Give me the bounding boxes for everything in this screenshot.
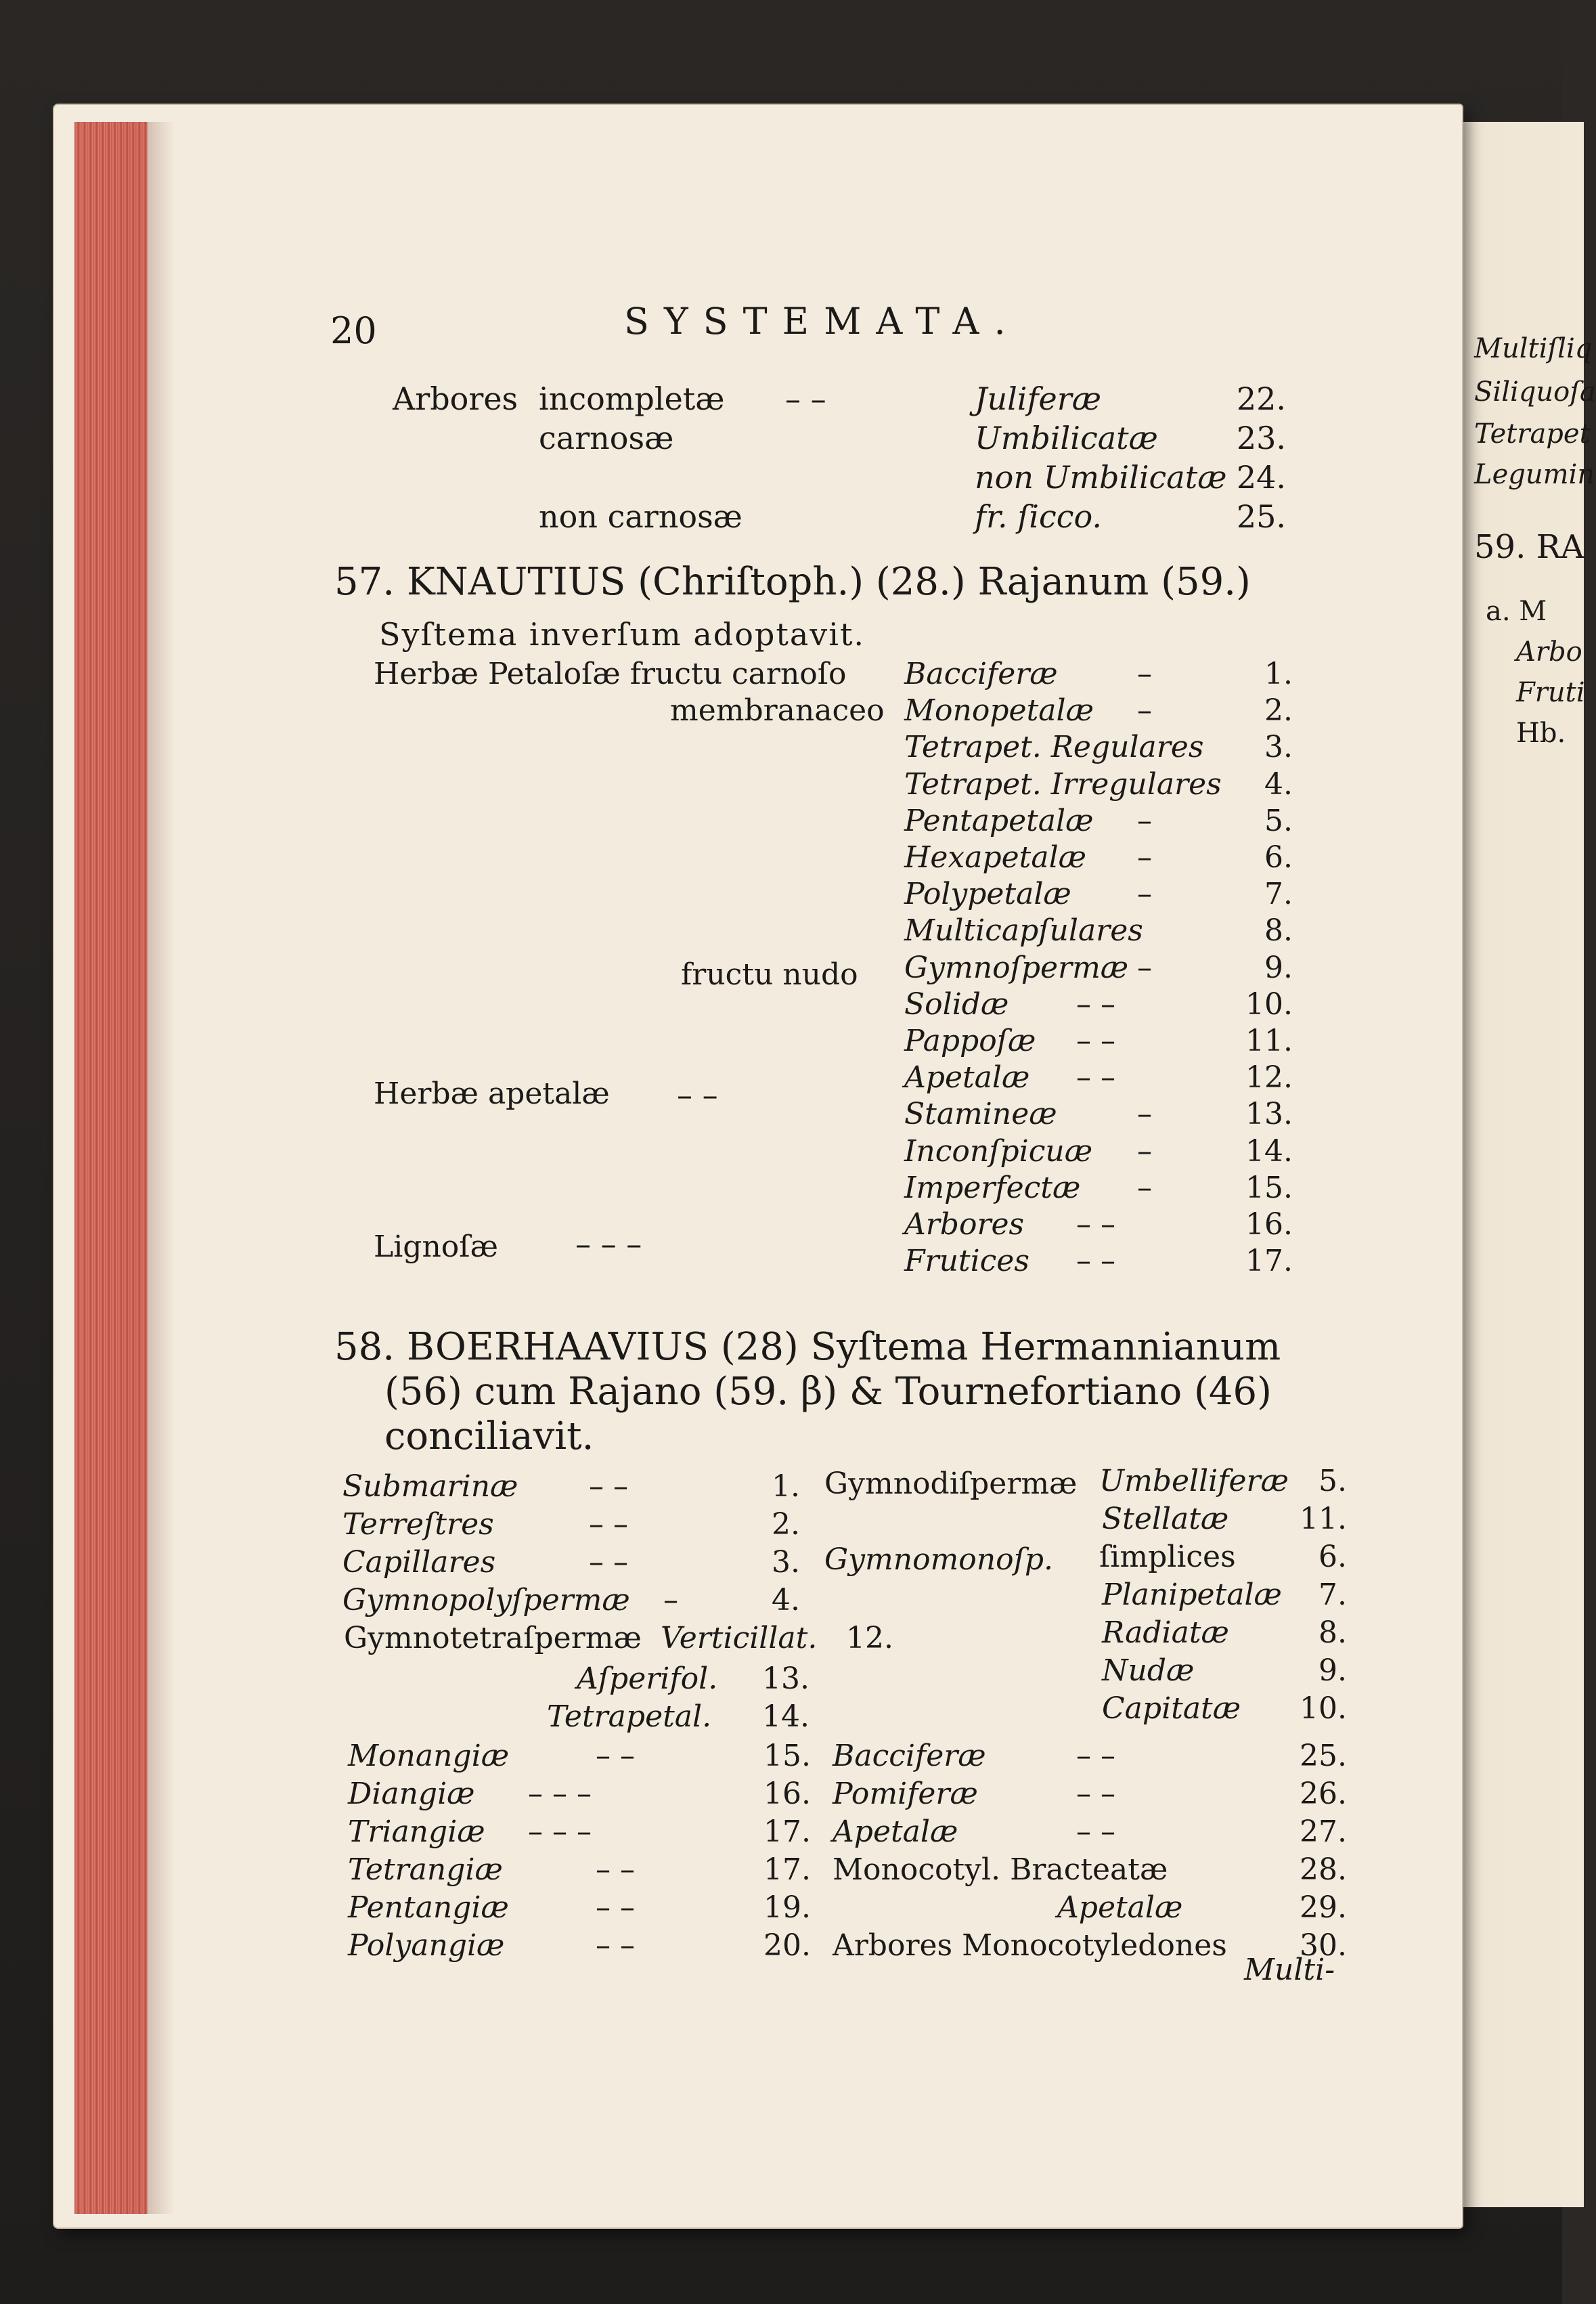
class-name: Planipetalæ xyxy=(1102,1578,1282,1612)
group-herbae-apetalae: Herbæ apetalæ xyxy=(374,1077,610,1111)
dashes: – xyxy=(1137,877,1152,911)
dashes: – – xyxy=(596,1739,635,1773)
facing-text-4: Legumin xyxy=(1474,459,1595,490)
class-name: Apetalæ xyxy=(833,1814,958,1849)
class-name: Capillares xyxy=(342,1545,496,1580)
facing-text-5: 59. RA xyxy=(1474,528,1584,566)
class-name: Terreſtres xyxy=(342,1507,494,1542)
class-name: Pentangiæ xyxy=(348,1890,509,1925)
class-non-umbilicatae: non Umbilicatæ xyxy=(975,459,1227,496)
dashes: – xyxy=(1137,1171,1152,1205)
asperifol-label: Aſperifol. xyxy=(577,1661,718,1696)
class-number: 11. xyxy=(1300,1502,1347,1536)
dashes: – – xyxy=(1076,1024,1115,1058)
class-number: 8. xyxy=(1318,1615,1347,1650)
class-name: Stellatæ xyxy=(1102,1502,1229,1536)
section-58-heading-line2: (56) cum Rajano (59. β) & Tournefortiano (46) xyxy=(384,1370,1272,1414)
class-name: Arbores Monocotyledones xyxy=(833,1928,1227,1963)
dashes: – – xyxy=(589,1545,628,1580)
dashes: – – xyxy=(1076,1814,1115,1849)
gymnotetraspermae-label: Gymnotetraſpermæ xyxy=(344,1621,642,1655)
carnosae-label: carnosæ xyxy=(539,420,674,456)
dashes: – xyxy=(663,1583,678,1617)
facing-text-8: Fruti xyxy=(1516,677,1585,708)
facing-text-9: Hb. xyxy=(1516,718,1566,749)
class-name: Tetrapet. Regulares xyxy=(904,730,1204,764)
class-name: Radiatæ xyxy=(1102,1615,1229,1650)
class-name: Apetalæ xyxy=(1057,1890,1183,1925)
page-number: 20 xyxy=(330,309,377,352)
class-number: 20. xyxy=(763,1928,811,1963)
class-name: Apetalæ xyxy=(904,1060,1030,1095)
section-58-heading-line1: 58. BOERHAAVIUS (28) Syſtema Hermannianum xyxy=(334,1325,1281,1369)
dashes: – xyxy=(1137,951,1152,985)
class-number: 25. xyxy=(1236,498,1286,535)
class-name: Tetrapet. Irregulares xyxy=(904,767,1222,802)
class-number: 16. xyxy=(1245,1207,1293,1242)
gymnomonosp-label: Gymnomonoſp. xyxy=(824,1542,1054,1577)
class-number: 10. xyxy=(1245,987,1293,1022)
dashes: – – xyxy=(1076,1207,1115,1242)
class-number: 17. xyxy=(763,1814,811,1849)
dashes: – xyxy=(1137,840,1152,875)
class-number: 5. xyxy=(1264,804,1293,838)
class-name: Arbores xyxy=(904,1207,1025,1242)
class-number: 15. xyxy=(763,1739,811,1773)
class-number: 29. xyxy=(1300,1890,1347,1925)
arbores-label: Arbores xyxy=(393,381,518,417)
dashes: – – xyxy=(589,1507,628,1542)
facing-text-3: Tetrapet xyxy=(1474,418,1591,450)
class-name: Pomiferæ xyxy=(833,1777,978,1811)
class-name: Bacciferæ xyxy=(833,1739,986,1773)
dashes: – – – xyxy=(528,1814,592,1849)
class-number: 5. xyxy=(1318,1464,1347,1498)
class-number: 14. xyxy=(1245,1134,1293,1169)
class-name: Submarinæ xyxy=(342,1469,518,1504)
tetrapetal-number: 14. xyxy=(762,1699,810,1734)
dashes: – xyxy=(1137,1097,1152,1131)
dashes: – – xyxy=(1076,1777,1115,1811)
class-name: ſimplices xyxy=(1099,1540,1236,1574)
group-herbae-petalosae: Herbæ Petaloſæ fructu carnoſo xyxy=(374,657,847,691)
class-number: 16. xyxy=(763,1777,811,1811)
class-number: 12. xyxy=(1245,1060,1293,1095)
dashes: – – – xyxy=(575,1225,642,1262)
class-number: 10. xyxy=(1300,1691,1347,1726)
section-57-subheading: Syſtema inverſum adoptavit. xyxy=(379,616,866,653)
class-number: 6. xyxy=(1318,1540,1347,1574)
class-number: 4. xyxy=(1264,767,1293,802)
catchword: Multi- xyxy=(1244,1953,1335,1987)
class-number: 24. xyxy=(1236,459,1286,496)
class-number: 9. xyxy=(1318,1653,1347,1688)
class-juliferae: Juliferæ xyxy=(975,381,1101,417)
dashes: – – xyxy=(596,1890,635,1925)
running-head: SYSTEMATA. xyxy=(624,300,1021,343)
class-number: 7. xyxy=(1264,877,1293,911)
dashes: – – xyxy=(785,381,826,417)
class-name: Monangiæ xyxy=(348,1739,510,1773)
class-number: 15. xyxy=(1245,1171,1293,1205)
class-name: Gymnoſpermæ xyxy=(904,951,1129,985)
class-name: Multicapſulares xyxy=(904,913,1143,948)
class-number: 23. xyxy=(1236,420,1286,456)
class-name: Imperfectæ xyxy=(904,1171,1081,1205)
dashes: – – xyxy=(1076,1060,1115,1095)
verticillat-number: 12. xyxy=(846,1621,893,1655)
tetrapetal-label: Tetrapetal. xyxy=(547,1699,712,1734)
class-name: Polypetalæ xyxy=(904,877,1071,911)
class-number: 25. xyxy=(1300,1739,1347,1773)
dashes: – – xyxy=(1076,1244,1115,1278)
class-name: Hexapetalæ xyxy=(904,840,1087,875)
red-page-edges xyxy=(74,122,148,2214)
group-lignosae: Lignoſæ xyxy=(374,1230,498,1264)
section-57-heading: 57. KNAUTIUS (Chriſtoph.) (28.) Rajanum (59.) xyxy=(334,560,1251,604)
facing-text-2: Siliquoſa xyxy=(1474,376,1596,408)
class-number: 17. xyxy=(1245,1244,1293,1278)
dashes: – xyxy=(1137,693,1152,728)
class-number: 13. xyxy=(1245,1097,1293,1131)
dashes: – – – xyxy=(528,1777,592,1811)
facing-text-6: a. M xyxy=(1486,596,1547,627)
class-name: Bacciferæ xyxy=(904,657,1058,691)
facing-text-7: Arbo xyxy=(1516,636,1582,668)
class-name: Solidæ xyxy=(904,987,1009,1022)
class-number: 3. xyxy=(772,1545,800,1580)
class-name: Polyangiæ xyxy=(348,1928,505,1963)
group-membranaceo: membranaceo xyxy=(670,693,885,728)
class-number: 26. xyxy=(1300,1777,1347,1811)
class-number: 4. xyxy=(772,1583,800,1617)
group-fructu-nudo: fructu nudo xyxy=(681,957,858,992)
class-name: Monocotyl. Bracteatæ xyxy=(833,1852,1168,1887)
gymnodispermae-label: Gymnodiſpermæ xyxy=(824,1466,1078,1501)
class-number: 22. xyxy=(1236,381,1286,417)
class-name: Diangiæ xyxy=(348,1777,475,1811)
dashes: – xyxy=(1137,657,1152,691)
class-number: 7. xyxy=(1318,1578,1347,1612)
dashes: – – xyxy=(1076,987,1115,1022)
class-number: 27. xyxy=(1300,1814,1347,1849)
dashes: – – xyxy=(596,1852,635,1887)
class-number: 17. xyxy=(763,1852,811,1887)
class-name: Nudæ xyxy=(1102,1653,1195,1688)
class-name: Tetrangiæ xyxy=(348,1852,503,1887)
class-number: 9. xyxy=(1264,951,1293,985)
dashes: – – xyxy=(1076,1739,1115,1773)
class-umbilicatae: Umbilicatæ xyxy=(975,420,1158,456)
facing-text-1: Multiſliq xyxy=(1474,333,1593,364)
dashes: – – xyxy=(596,1928,635,1963)
dashes: – xyxy=(1137,804,1152,838)
class-name: Frutices xyxy=(904,1244,1029,1278)
class-name: Umbelliferæ xyxy=(1099,1464,1289,1498)
incompletae-label: incompletæ xyxy=(539,381,725,417)
class-number: 30. xyxy=(1300,1928,1347,1963)
dashes: – – xyxy=(589,1469,628,1504)
class-name: Inconſpicuæ xyxy=(904,1134,1093,1169)
class-name: Monopetalæ xyxy=(904,693,1094,728)
section-58-heading-line3: conciliavit. xyxy=(384,1414,594,1458)
dashes: – xyxy=(1137,1134,1152,1169)
class-number: 2. xyxy=(1264,693,1293,728)
class-number: 28. xyxy=(1300,1852,1347,1887)
class-number: 11. xyxy=(1245,1024,1293,1058)
class-number: 19. xyxy=(763,1890,811,1925)
class-name: Triangiæ xyxy=(348,1814,485,1849)
class-number: 2. xyxy=(772,1507,800,1542)
asperifol-number: 13. xyxy=(762,1661,810,1696)
verticillat-label: Verticillat. xyxy=(661,1621,818,1655)
class-number: 1. xyxy=(1264,657,1293,691)
page-edge-shadow xyxy=(148,122,175,2214)
class-number: 3. xyxy=(1264,730,1293,764)
class-name: Gymnopolyſpermæ xyxy=(342,1583,630,1617)
non-carnosae-label: non carnosæ xyxy=(539,498,742,535)
class-fr-sicco: fr. ſicco. xyxy=(975,498,1102,535)
dashes: – – xyxy=(677,1077,718,1113)
class-name: Pappoſæ xyxy=(904,1024,1036,1058)
class-number: 6. xyxy=(1264,840,1293,875)
class-number: 1. xyxy=(772,1469,800,1504)
class-number: 8. xyxy=(1264,913,1293,948)
class-name: Capitatæ xyxy=(1102,1691,1241,1726)
class-name: Stamineæ xyxy=(904,1097,1057,1131)
class-name: Pentapetalæ xyxy=(904,804,1094,838)
